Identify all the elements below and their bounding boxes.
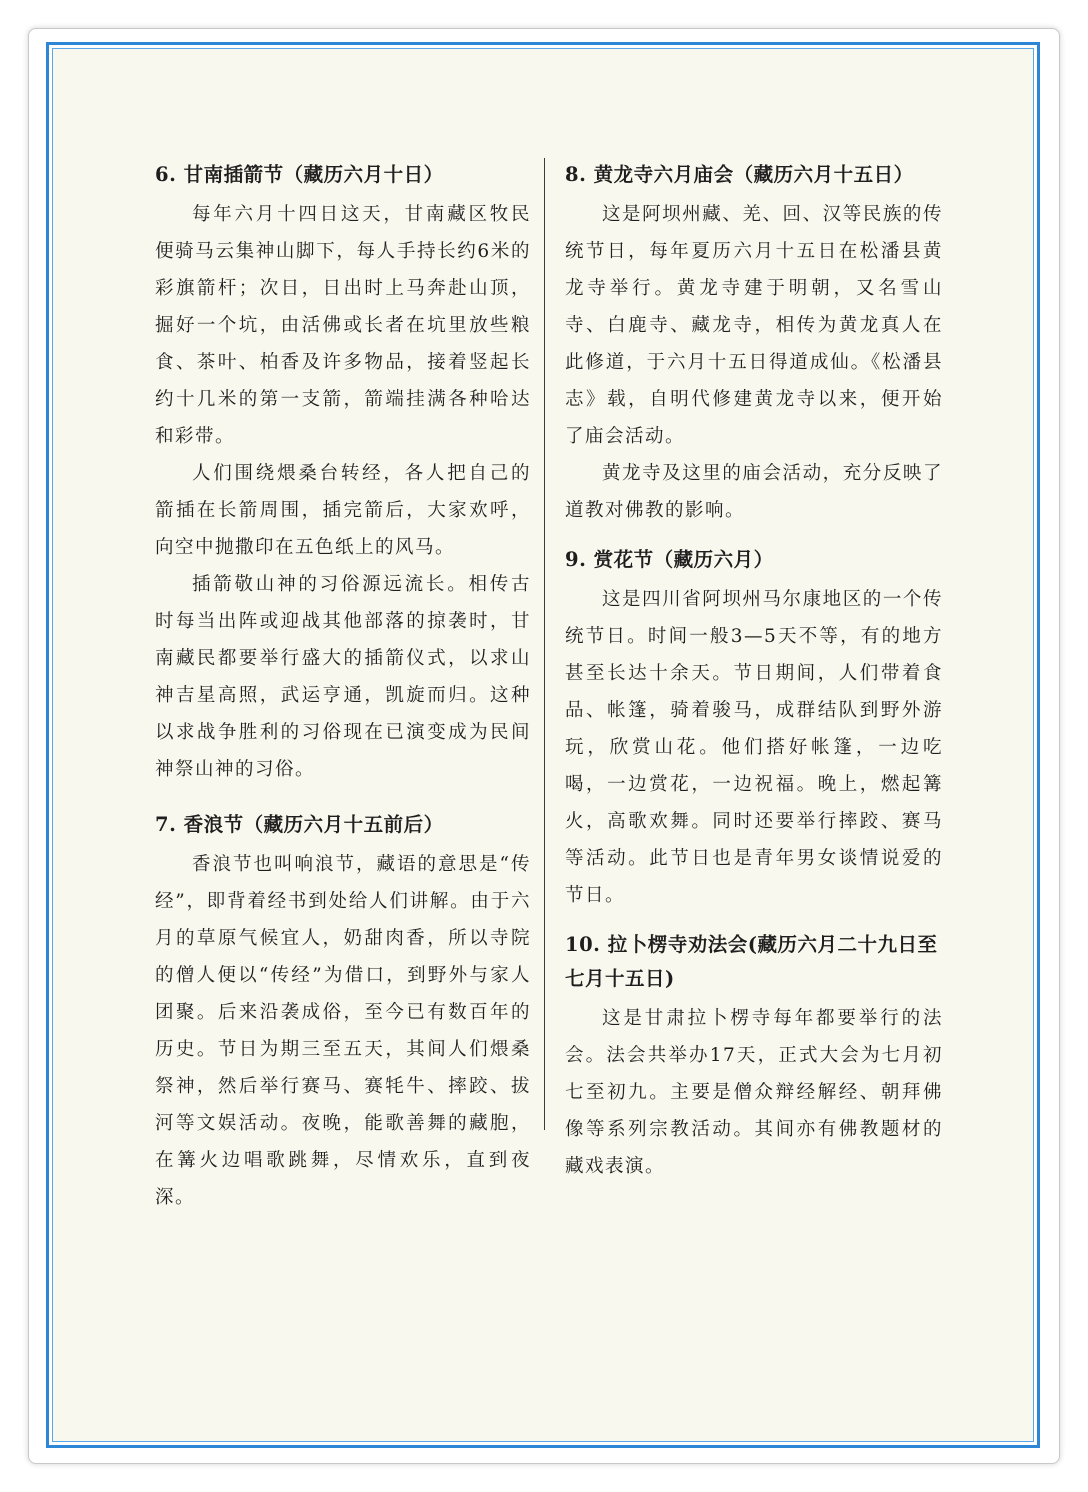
column-divider — [544, 158, 545, 1130]
section-8-paragraph-2: 黄龙寺及这里的庙会活动，充分反映了道教对佛教的影响。 — [565, 463, 943, 521]
section-6-paragraph-1: 每年六月十四日这天，甘南藏区牧民便骑马云集神山脚下，每人手持长约6米的彩旗箭杆；次日，日出时上马奔赴山顶，掘好一个坑，由活佛或长者在坑里放些粮食、茶叶、柏香及许多物品，接着竖起长约十几米的第一支箭，箭端挂满各种哈达和彩带。 — [155, 204, 531, 447]
section-title-8: 8. 黄龙寺六月庙会（藏历六月十五日） — [565, 163, 914, 186]
right-column — [565, 158, 943, 1185]
section-title-9: 9. 赏花节（藏历六月） — [565, 548, 774, 571]
section-8-paragraph-1: 这是阿坝州藏、羌、回、汉等民族的传统节日，每年夏历六月十五日在松潘县黄龙寺举行。黄龙寺建于明朝，又名雪山寺、白鹿寺、藏龙寺，相传为黄龙真人在此修道，于六月十五日得道成仙。《松潘县志》载，自明代修建黄龙寺以来，便开始了庙会活动。 — [565, 204, 943, 447]
section-7-paragraph-1: 香浪节也叫响浪节，藏语的意思是“传经”，即背着经书到处给人们讲解。由于六月的草原气候宜人，奶甜肉香，所以寺院的僧人便以“传经”为借口，到野外与家人团聚。后来沿袭成俗，至今已有数百年的历史。节日为期三至五天，其间人们煨桑祭神，然后举行赛马、赛牦牛、摔跤、拔河等文娱活动。夜晚，能歌善舞的藏胞，在篝火边唱歌跳舞，尽情欢乐，直到夜深。 — [155, 854, 531, 1208]
section-9-paragraph-1: 这是四川省阿坝州马尔康地区的一个传统节日。时间一般3—5天不等，有的地方甚至长达十余天。节日期间，人们带着食品、帐篷，骑着骏马，成群结队到野外游玩，欣赏山花。他们搭好帐篷，一边吃喝，一边赏花，一边祝福。晚上，燃起篝火，高歌欢舞。同时还要举行摔跤、赛马等活动。此节日也是青年男女谈情说爱的节日。 — [565, 589, 943, 906]
section-6-paragraph-3: 插箭敬山神的习俗源远流长。相传古时每当出阵或迎战其他部落的掠袭时，甘南藏民都要举行盛大的插箭仪式，以求山神吉星高照，武运亨通，凯旋而归。这种以求战争胜利的习俗现在已演变成为民间神祭山神的习俗。 — [155, 574, 531, 780]
section-title-7: 7. 香浪节（藏历六月十五前后） — [155, 813, 444, 836]
section-6-paragraph-2: 人们围绕煨桑台转经，各人把自己的箭插在长箭周围，插完箭后，大家欢呼，向空中抛撒印在五色纸上的风马。 — [155, 463, 531, 558]
section-title-10: 10. 拉卜楞寺劝法会(藏历六月二十九日至七月十五日) — [565, 933, 938, 990]
section-title-6: 6. 甘南插箭节（藏历六月十日） — [155, 163, 444, 186]
left-column — [155, 158, 531, 1216]
section-10-paragraph-1: 这是甘肃拉卜楞寺每年都要举行的法会。法会共举办17天，正式大会为七月初七至初九。主要是僧众辩经解经、朝拜佛像等系列宗教活动。其间亦有佛教题材的藏戏表演。 — [565, 1008, 943, 1177]
